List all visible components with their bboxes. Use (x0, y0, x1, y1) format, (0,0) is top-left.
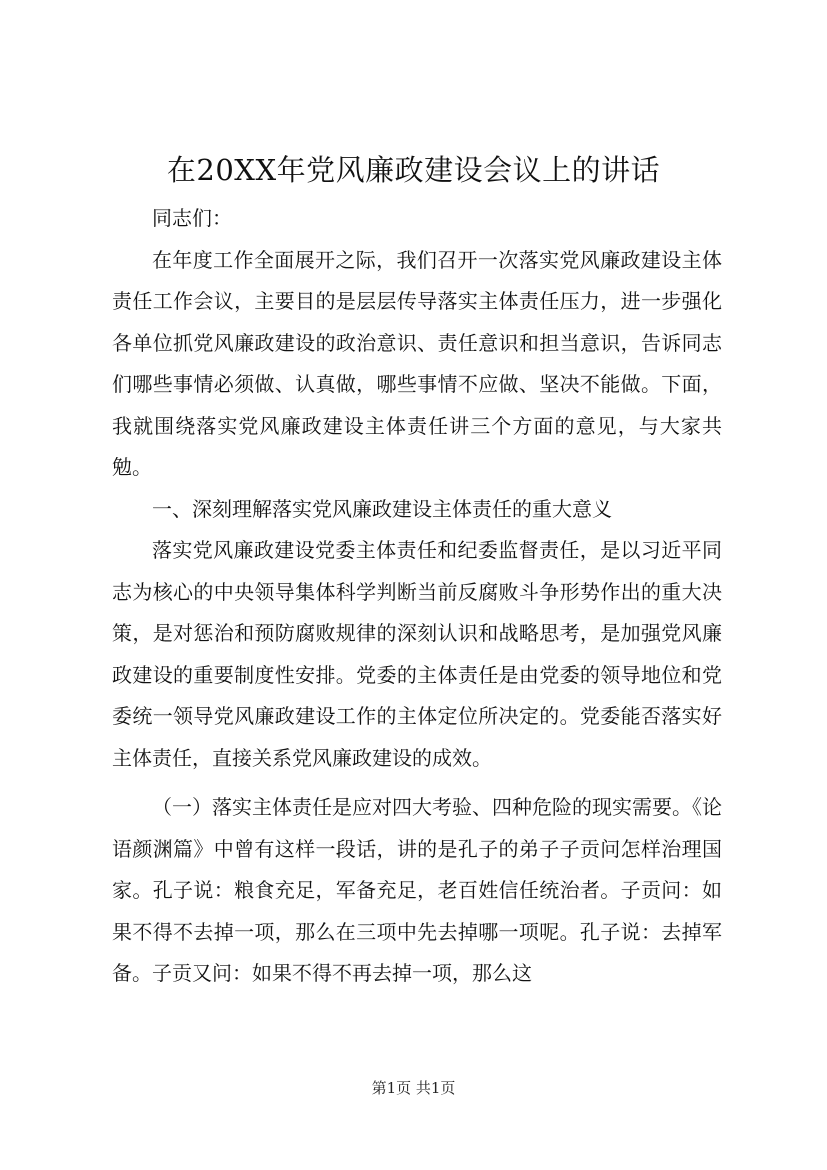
section-heading-1: 一、深刻理解落实党风廉政建设主体责任的重大意义 (152, 496, 612, 521)
document-title: 在20XX年党风廉政建设会议上的讲话 (166, 153, 661, 187)
paragraph-significance: 落实党风廉政建设党委主体责任和纪委监督责任，是以习近平同志为核心的中央领导集体科学判断当前反腐败斗争形势作出的重大决策，是对惩治和预防腐败规律的深刻认识和战略思考，是加强党风廉政建设的重要制度性安排。党委的主体责任是由党委的领导地位和党委统一领导党风廉政建设工作的主体定位所决定的。党委能否落实好主体责任，直接关系党风廉政建设的成效。 (112, 538, 722, 770)
paragraph-subsection-1: （一）落实主体责任是应对四大考验、四种危险的现实需要。《论语颜渊篇》中曾有这样一段话，讲的是孔子的弟子子贡问怎样治理国家。孔子说：粮食充足，军备充足，老百姓信任统治者。子贡问：如果不得不去掉一项，那么在三项中先去掉哪一项呢。孔子说：去掉军备。子贡又问：如果不得不再去掉一项，那么这 (112, 795, 722, 985)
paragraph-intro: 在年度工作全面展开之际，我们召开一次落实党风廉政建设主体责任工作会议，主要目的是层层传导落实主体责任压力，进一步强化各单位抓党风廉政建设的政治意识、责任意识和担当意识，告诉同志们哪些事情必须做、认真做，哪些事情不应做、坚决不能做。下面，我就围绕落实党风廉政建设主体责任讲三个方面的意见，与大家共勉。 (112, 247, 722, 479)
document-body (112, 198, 722, 995)
salutation: 同志们： (152, 206, 232, 230)
page-footer: 第1页 共1页 (371, 1079, 456, 1097)
